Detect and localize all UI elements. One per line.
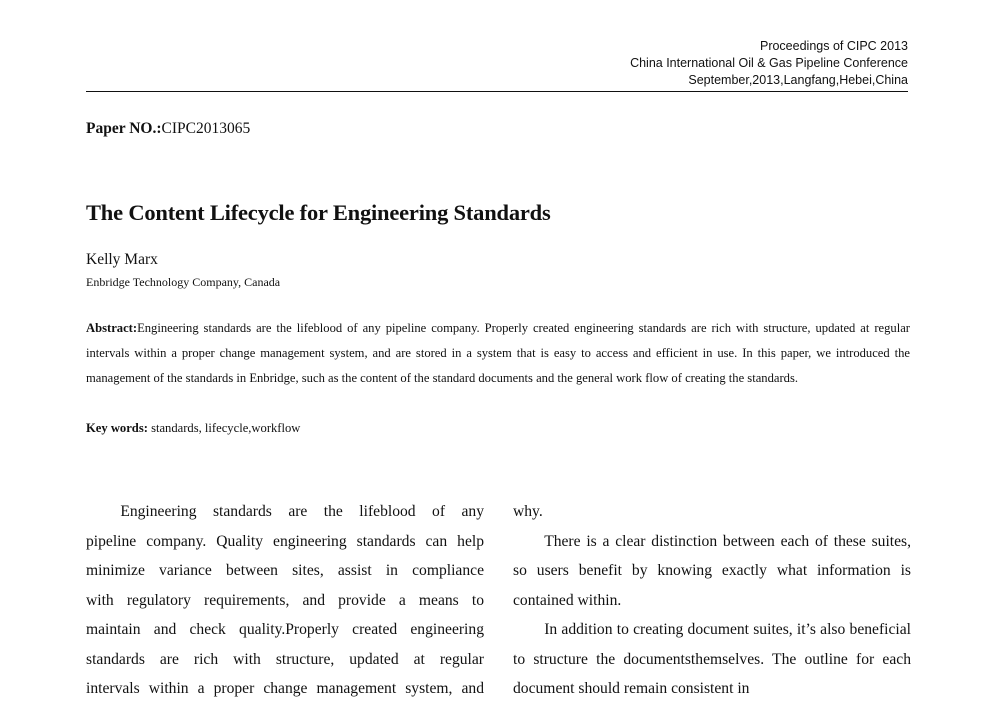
body-paragraph: why. [513, 503, 543, 520]
paper-title: The Content Lifecycle for Engineering Standards [86, 200, 551, 225]
header-line-conference: China International Oil & Gas Pipeline Conference [630, 56, 908, 70]
body-paragraph: There is a clear distinction between each of these suites, so users benefit by knowing exactly what information is contained within. [513, 532, 911, 609]
proceedings-header [488, 38, 908, 89]
body-column-left [86, 497, 484, 704]
body-line: intervals within a proper change management system, and [86, 680, 484, 697]
author-affiliation: Enbridge Technology Company, Canada [86, 275, 281, 289]
body-line: minimize variance between sites, assist in compliance [86, 562, 484, 579]
body-line: maintain and check quality.Properly created engineering [86, 621, 484, 638]
header-line-proceedings: Proceedings of CIPC 2013 [759, 39, 908, 53]
body-line: standards are rich with structure, updated at regular [86, 650, 484, 668]
body-line: with regulatory requirements, and provide a means to [86, 591, 484, 609]
paper-number [86, 120, 250, 138]
body-column-right [513, 497, 911, 704]
abstract-text: Engineering standards are the lifeblood of any pipeline company. Properly created engineering standards are rich with structure, updated at regular intervals within a proper change management system, and are stored in a system that is easy to access and efficient in use. In this paper, we introduced the management of the standards in Enbridge, such as the content of the standard documents and the general work flow of creating the standards. [86, 321, 910, 385]
body-paragraph: In addition to creating document suites, it’s also beneficial to structure the documentsthemselves. The outline for each document should remain consistent in [513, 621, 911, 697]
body-line: Engineering standards are the lifeblood of any [120, 503, 484, 520]
abstract [86, 316, 910, 390]
keywords-label: Key words: [86, 421, 148, 435]
body-line: pipeline company. Quality engineering standards can help [86, 532, 484, 550]
paper-number-value: CIPC2013065 [161, 120, 251, 137]
header-divider [86, 91, 908, 92]
abstract-label: Abstract: [86, 321, 138, 335]
header-line-date-location: September,2013,Langfang,Hebei,China [688, 73, 908, 87]
paper-number-label: Paper NO.: [86, 120, 162, 137]
keywords-text: standards, lifecycle,workflow [147, 421, 301, 435]
keywords [86, 416, 300, 440]
author-name: Kelly Marx [86, 251, 158, 268]
